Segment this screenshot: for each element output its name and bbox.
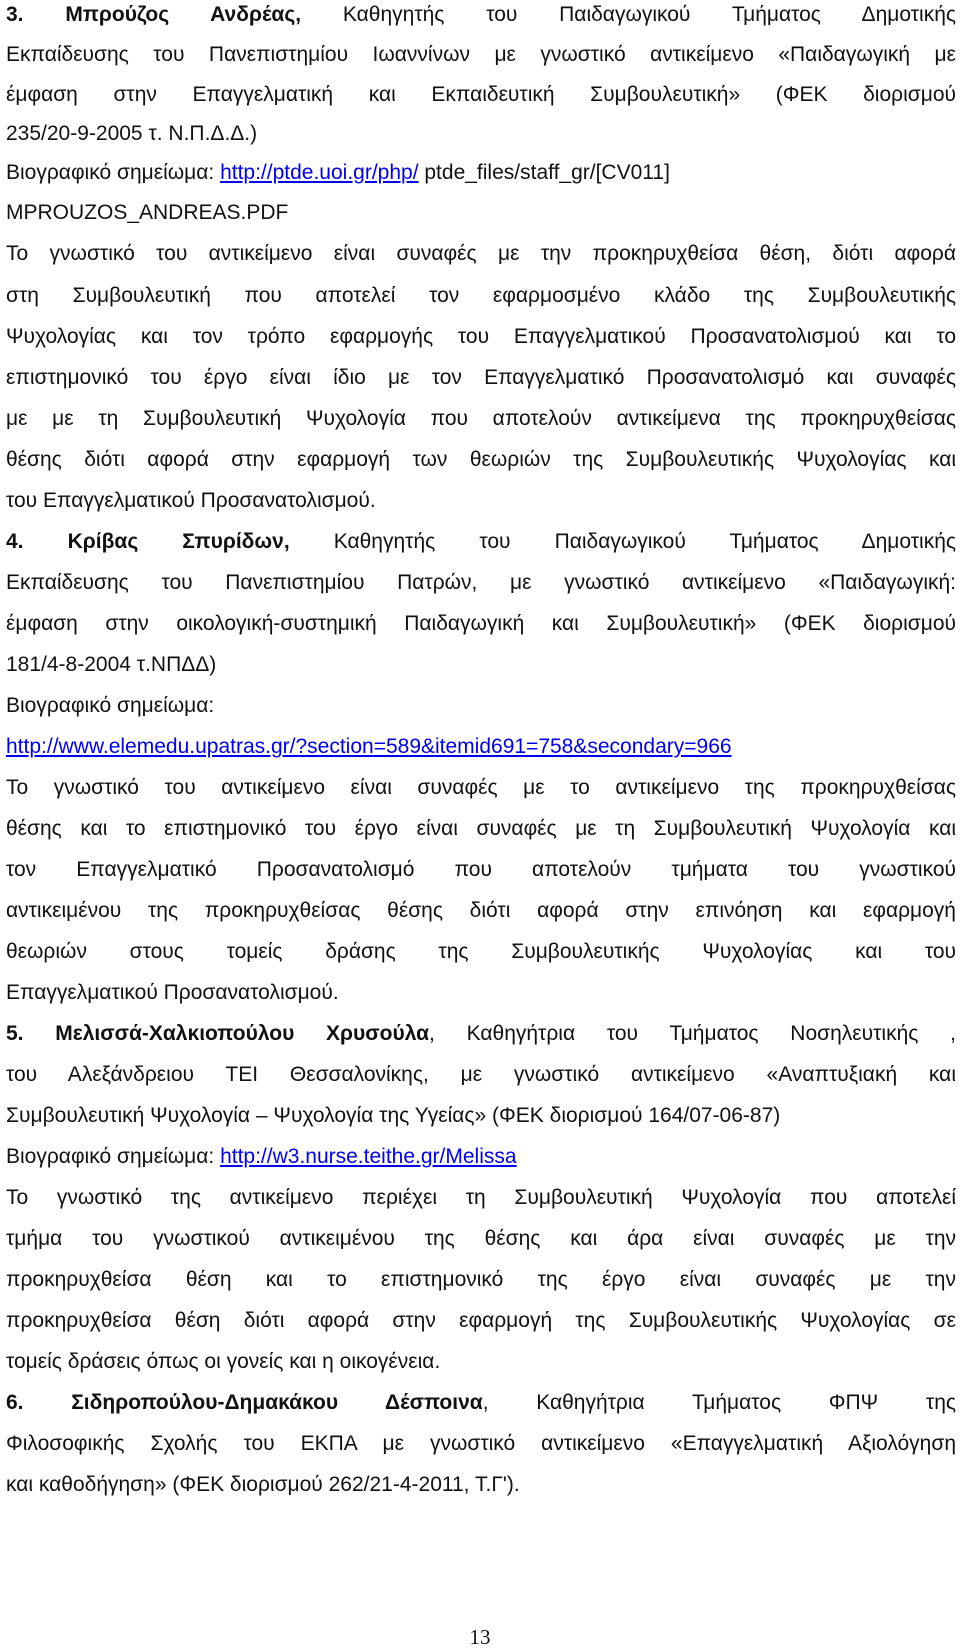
text-line: με με τη Συμβουλευτική Ψυχολογία που αποτελούν αντικείμενα της προκηρυχθείσας <box>6 407 956 430</box>
text-line: τομείς δράσεις όπως οι γονείς και η οικογένεια. <box>6 1350 441 1373</box>
text-line: θέσης και το επιστημονικό του έργο είναι συναφές με τη Συμβουλευτική Ψυχολογία και <box>6 817 956 840</box>
entry-3-header: 3. Μπρούζος Ανδρέας, Καθηγητής του Παιδαγωγικού Τμήματος Δημοτικής <box>6 3 956 26</box>
text-line: θεωριών στους τομείς δράσης της Συμβουλευτικής Ψυχολογίας και του <box>6 940 956 963</box>
text-line: αντικειμένου της προκηρυχθείσας θέσης διότι αφορά στην επινόηση και εφαρμογή <box>6 899 956 922</box>
text-line: έμφαση στην οικολογική-συστημική Παιδαγωγική και Συμβουλευτική» (ΦΕΚ διορισμού <box>6 612 956 635</box>
text-line: Το γνωστικό της αντικείμενο περιέχει τη Συμβουλευτική Ψυχολογία που αποτελεί <box>6 1186 956 1209</box>
entry-6-header: 6. Σιδηροπούλου-Δημακάκου Δέσποινα, Καθηγήτρια Τμήματος ΦΠΨ της <box>6 1391 956 1414</box>
entry-number: 3. <box>6 3 24 26</box>
text-line: του Αλεξάνδρειου ΤΕΙ Θεσσαλονίκης, με γνωστικό αντικείμενο «Αναπτυξιακή και <box>6 1063 956 1086</box>
text-line: και καθοδήγηση» (ΦΕΚ διορισμού 262/21-4-2011, Τ.Γ'). <box>6 1473 520 1496</box>
entry-number: 4. <box>6 530 24 553</box>
text-line: Ψυχολογίας και τον τρόπο εφαρμογής του Επαγγελματικού Προσανατολισμού και το <box>6 325 956 348</box>
text-line: Βιογραφικό σημείωμα: <box>6 694 215 717</box>
page-number: 13 <box>469 1625 491 1649</box>
text-line: προκηρυχθείσα θέση διότι αφορά στην εφαρμογή της Συμβουλευτικής Ψυχολογίας σε <box>6 1309 956 1332</box>
text-line: Το γνωστικό του αντικείμενο είναι συναφές με το αντικείμενο της προκηρυχθείσας <box>6 776 956 799</box>
text-line: του Επαγγελματικού Προσανατολισμού. <box>6 489 376 512</box>
member-name: Σιδηροπούλου-Δημακάκου Δέσποινα <box>71 1391 483 1414</box>
text-line: έμφαση στην Επαγγελματική και Εκπαιδευτική Συμβουλευτική» (ΦΕΚ διορισμού <box>6 83 956 106</box>
text-line: Συμβουλευτική Ψυχολογία – Ψυχολογία της Υγείας» (ΦΕΚ διορισμού 164/07-06-87) <box>6 1104 781 1127</box>
cv-link[interactable]: http://www.elemedu.upatras.gr/?section=589&itemid691=758&secondary=966 <box>6 735 732 758</box>
cv-line: Βιογραφικό σημείωμα: http://w3.nurse.teithe.gr/Melissa <box>6 1145 517 1168</box>
text-line: θέσης διότι αφορά στην εφαρμογή των θεωριών της Συμβουλευτικής Ψυχολογίας και <box>6 448 956 471</box>
cv-line: Βιογραφικό σημείωμα: http://ptde.uoi.gr/php/ ptde_files/staff_gr/[CV011] <box>6 161 670 184</box>
text-line: επιστημονικό του έργο είναι ίδιο με τον Επαγγελματικό Προσανατολισμό και συναφές <box>6 366 956 389</box>
cv-link[interactable]: http://w3.nurse.teithe.gr/Melissa <box>220 1145 517 1168</box>
member-name: Μπρούζος Ανδρέας, <box>65 3 302 26</box>
member-name: Κρίβας Σπυρίδων, <box>67 530 290 553</box>
text-line: Φιλοσοφικής Σχολής του ΕΚΠΑ με γνωστικό αντικείμενο «Επαγγελματική Αξιολόγηση <box>6 1432 956 1455</box>
text-line: Εκπαίδευσης του Πανεπιστημίου Πατρών, με γνωστικό αντικείμενο «Παιδαγωγική: <box>6 571 956 594</box>
text-line: τον Επαγγελματικό Προσανατολισμό που αποτελούν τμήματα του γνωστικού <box>6 858 956 881</box>
cv-link[interactable]: http://ptde.uoi.gr/php/ <box>220 161 419 184</box>
entry-number: 6. <box>6 1391 24 1414</box>
cv-line <box>6 732 956 762</box>
text-line: Το γνωστικό του αντικείμενο είναι συναφές με την προκηρυχθείσα θέση, διότι αφορά <box>6 242 956 265</box>
entry-5-header: 5. Μελισσά-Χαλκιοπούλου Χρυσούλα, Καθηγήτρια του Τμήματος Νοσηλευτικής , <box>6 1022 956 1045</box>
text-line: MPROUZOS_ANDREAS.PDF <box>6 201 289 224</box>
text-line: τμήμα του γνωστικού αντικειμένου της θέσης και άρα είναι συναφές με την <box>6 1227 956 1250</box>
text-line: προκηρυχθείσα θέση και το επιστημονικό της έργο είναι συναφές με την <box>6 1268 956 1291</box>
text-line: Επαγγελματικού Προσανατολισμού. <box>6 981 339 1004</box>
member-name: Μελισσά-Χαλκιοπούλου Χρυσούλα <box>55 1022 430 1045</box>
entry-4-header: 4. Κρίβας Σπυρίδων, Καθηγητής του Παιδαγωγικού Τμήματος Δημοτικής <box>6 530 956 553</box>
text-line: Εκπαίδευσης του Πανεπιστημίου Ιωαννίνων με γνωστικό αντικείμενο «Παιδαγωγική με <box>6 43 956 66</box>
entry-number: 5. <box>6 1022 24 1045</box>
text-line: 181/4-8-2004 τ.ΝΠΔΔ) <box>6 653 217 676</box>
text-line: στη Συμβουλευτική που αποτελεί τον εφαρμοσμένο κλάδο της Συμβουλευτικής <box>6 284 956 307</box>
text-line: 235/20-9-2005 τ. Ν.Π.Δ.Δ.) <box>6 122 258 145</box>
